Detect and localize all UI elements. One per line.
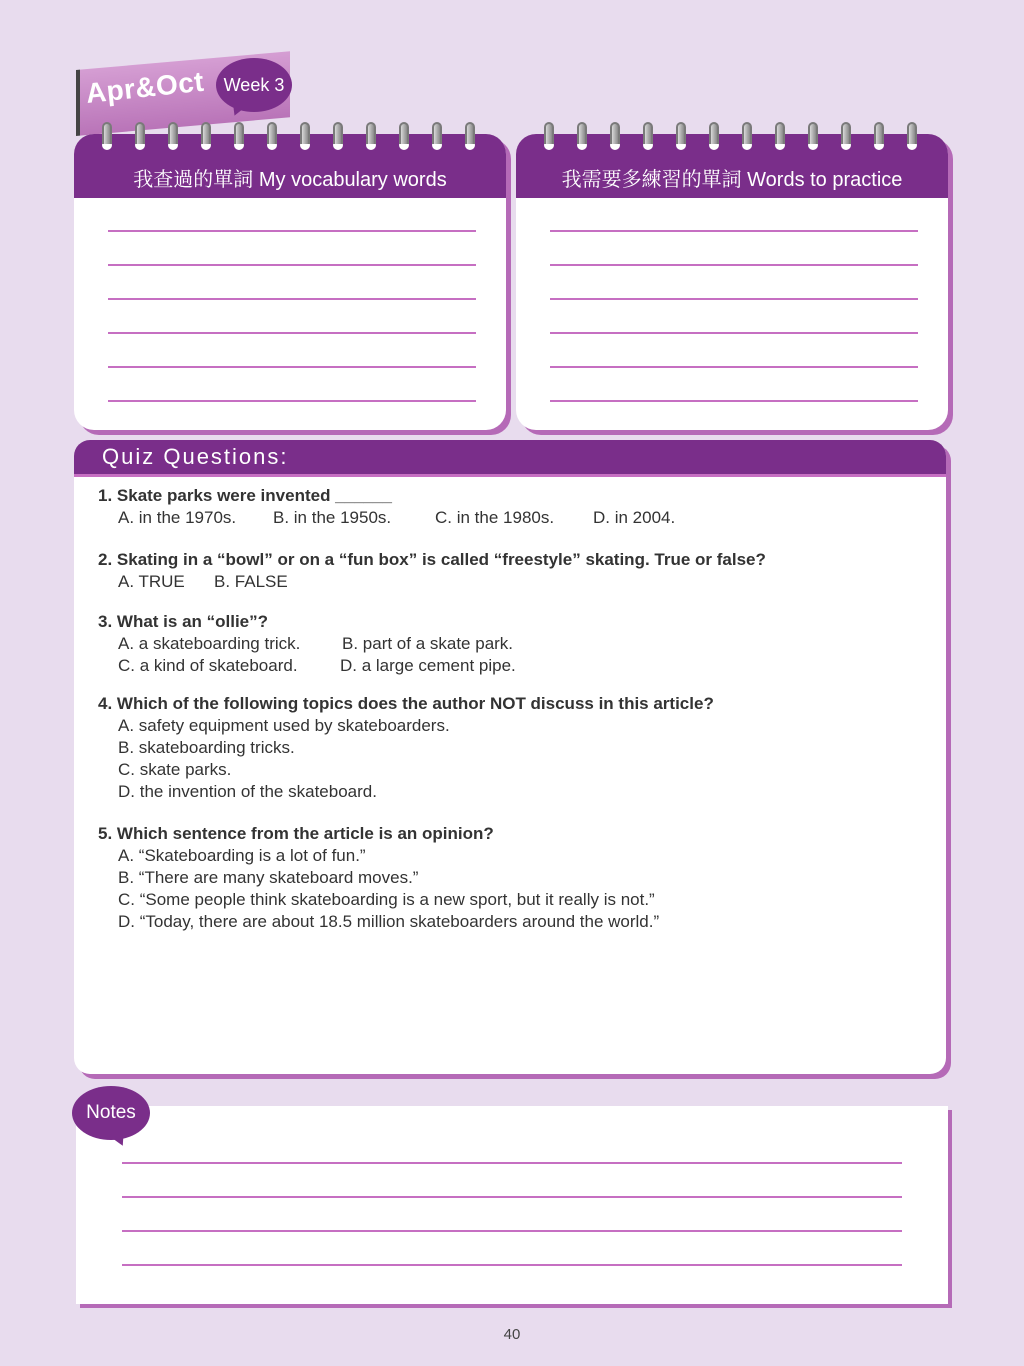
spiral-ring-icon bbox=[191, 122, 224, 156]
question-4 bbox=[98, 694, 926, 802]
spiral-ring-icon bbox=[732, 122, 765, 156]
spiral-ring-icon bbox=[257, 122, 290, 156]
month-label: Apr&Oct bbox=[84, 65, 206, 109]
quiz-questions bbox=[98, 486, 926, 934]
spiral-ring-icon bbox=[224, 122, 257, 156]
question-2 bbox=[98, 550, 926, 592]
spiral-ring-icon bbox=[125, 122, 158, 156]
spiral-ring-icon bbox=[567, 122, 600, 156]
spiral-ring-icon bbox=[290, 122, 323, 156]
spiral-binding-left bbox=[92, 122, 488, 156]
spiral-ring-icon bbox=[356, 122, 389, 156]
notes-panel bbox=[76, 1106, 948, 1304]
question-2-text: 2. Skating in a “bowl” or on a “fun box” is called “freestyle” skating. True or false? bbox=[98, 550, 766, 569]
q5-option-b[interactable]: B. “There are many skateboard moves.” bbox=[118, 868, 419, 887]
question-3-text: 3. What is an “ollie”? bbox=[98, 612, 269, 631]
page-number: 40 bbox=[503, 1326, 521, 1343]
question-5-text: 5. Which sentence from the article is an opinion? bbox=[98, 824, 494, 843]
q5-option-d[interactable]: D. “Today, there are about 18.5 million skateboarders around the world.” bbox=[118, 912, 660, 931]
spiral-ring-icon bbox=[600, 122, 633, 156]
spiral-ring-icon bbox=[699, 122, 732, 156]
week-badge: Week 3 bbox=[216, 58, 292, 112]
question-1-text: 1. Skate parks were invented ______ bbox=[98, 486, 392, 505]
notes-label: Notes bbox=[72, 1086, 150, 1140]
q3-option-a[interactable]: A. a skateboarding trick. bbox=[118, 634, 301, 653]
question-3 bbox=[98, 612, 926, 676]
spiral-ring-icon bbox=[666, 122, 699, 156]
q1-option-d[interactable]: D. in 2004. bbox=[593, 508, 676, 527]
q2-option-a[interactable]: A. TRUE bbox=[118, 572, 185, 591]
spiral-ring-icon bbox=[864, 122, 897, 156]
practice-card-title: 我需要多練習的單詞 Words to practice bbox=[516, 134, 948, 198]
question-1 bbox=[98, 486, 926, 528]
spiral-ring-icon bbox=[534, 122, 567, 156]
q3-option-b[interactable]: B. part of a skate park. bbox=[342, 634, 514, 653]
spiral-ring-icon bbox=[897, 122, 930, 156]
q5-option-c[interactable]: C. “Some people think skateboarding is a new sport, but it really is not.” bbox=[118, 890, 655, 909]
practice-card bbox=[516, 134, 948, 430]
spiral-ring-icon bbox=[633, 122, 666, 156]
vocabulary-card bbox=[74, 134, 506, 430]
q4-option-a[interactable]: A. safety equipment used by skateboarders. bbox=[118, 716, 450, 735]
q4-option-d[interactable]: D. the invention of the skateboard. bbox=[118, 782, 377, 801]
q2-option-b[interactable]: B. FALSE bbox=[214, 572, 288, 591]
quiz-panel bbox=[74, 440, 946, 1074]
spiral-ring-icon bbox=[422, 122, 455, 156]
spiral-ring-icon bbox=[323, 122, 356, 156]
practice-writing-lines[interactable] bbox=[550, 230, 918, 402]
spiral-binding-right bbox=[534, 122, 930, 156]
q5-option-a[interactable]: A. “Skateboarding is a lot of fun.” bbox=[118, 846, 366, 865]
q4-option-b[interactable]: B. skateboarding tricks. bbox=[118, 738, 295, 757]
spiral-ring-icon bbox=[389, 122, 422, 156]
q3-option-d[interactable]: D. a large cement pipe. bbox=[340, 656, 516, 675]
vocabulary-writing-lines[interactable] bbox=[108, 230, 476, 402]
notes-writing-lines[interactable] bbox=[122, 1152, 902, 1266]
spiral-ring-icon bbox=[765, 122, 798, 156]
question-4-text: 4. Which of the following topics does the author NOT discuss in this article? bbox=[98, 694, 714, 713]
q1-option-b[interactable]: B. in the 1950s. bbox=[273, 508, 392, 527]
vocabulary-card-title: 我查過的單詞 My vocabulary words bbox=[74, 134, 506, 198]
spiral-ring-icon bbox=[831, 122, 864, 156]
spiral-ring-icon bbox=[798, 122, 831, 156]
spiral-ring-icon bbox=[455, 122, 488, 156]
question-5 bbox=[98, 824, 926, 932]
q1-option-c[interactable]: C. in the 1980s. bbox=[435, 508, 555, 527]
spiral-ring-icon bbox=[158, 122, 191, 156]
spiral-ring-icon bbox=[92, 122, 125, 156]
q3-option-c[interactable]: C. a kind of skateboard. bbox=[118, 656, 298, 675]
q1-option-a[interactable]: A. in the 1970s. bbox=[118, 508, 237, 527]
quiz-title: Quiz Questions: bbox=[74, 440, 946, 477]
q4-option-c[interactable]: C. skate parks. bbox=[118, 760, 232, 779]
